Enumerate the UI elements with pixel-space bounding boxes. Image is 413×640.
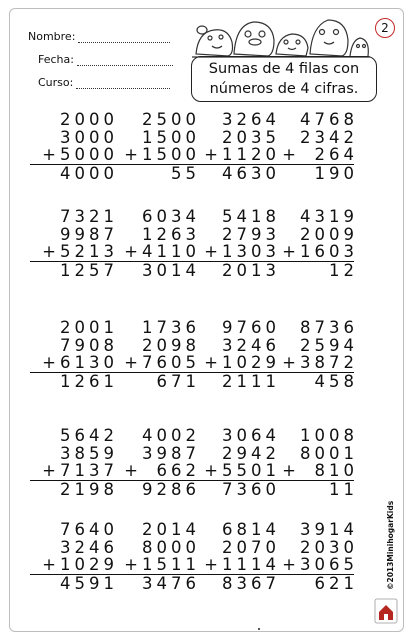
addend: 2793 <box>222 224 280 244</box>
addend-row <box>268 110 358 129</box>
result-row <box>190 573 280 593</box>
addend-row <box>110 443 200 463</box>
addend-row-with-plus <box>268 555 358 574</box>
title-line-2: números de 4 cifras. <box>209 81 359 97</box>
plus-sign: + <box>204 242 218 261</box>
addend: 2342 <box>300 127 358 147</box>
plus-sign: + <box>282 353 296 372</box>
addend-row <box>28 110 118 129</box>
sum-problem <box>110 110 200 183</box>
addend-row <box>190 207 280 226</box>
result-row <box>28 573 118 593</box>
addend-row <box>190 520 280 539</box>
addend: 2014 <box>142 520 200 539</box>
plus-sign: + <box>42 242 56 261</box>
addend: 3872 <box>300 353 358 372</box>
addend-row <box>190 318 280 337</box>
decorative-dot <box>258 628 260 630</box>
result-value: 4000 <box>60 163 118 183</box>
addend-row-with-plus <box>268 461 358 480</box>
addend: 9987 <box>60 224 118 244</box>
addend: 4110 <box>142 242 200 261</box>
sum-problem <box>110 318 200 391</box>
addend: 1029 <box>60 555 118 574</box>
addend: 2942 <box>222 443 280 463</box>
result-value: 621 <box>314 573 358 593</box>
result-value: 3014 <box>142 260 200 280</box>
addend-row <box>28 207 118 226</box>
title-line-1: Sumas de 4 filas con <box>208 61 360 77</box>
addend-row <box>110 537 200 557</box>
result-value: 11 <box>329 479 358 499</box>
result-value: 1261 <box>60 371 118 391</box>
addend: 5000 <box>60 145 118 164</box>
result-row <box>190 479 280 499</box>
addend: 3246 <box>60 537 118 557</box>
sum-problem <box>190 426 280 499</box>
course-line[interactable] <box>76 78 170 89</box>
sum-problem <box>28 520 118 593</box>
addend-row-with-plus <box>28 461 118 480</box>
sum-problem <box>190 520 280 593</box>
addend-row <box>268 318 358 337</box>
addend-row-with-plus <box>190 242 280 261</box>
addend: 1736 <box>142 318 200 337</box>
plus-sign: + <box>204 353 218 372</box>
addend-row-with-plus <box>190 145 280 164</box>
plus-sign: + <box>282 242 296 261</box>
addend: 8001 <box>300 443 358 463</box>
addend: 1263 <box>142 224 200 244</box>
addend: 3064 <box>222 426 280 445</box>
addend-row <box>190 335 280 355</box>
addend-row <box>190 110 280 129</box>
addend-row-with-plus <box>110 353 200 372</box>
result-value: 458 <box>314 371 358 391</box>
sum-problem <box>190 207 280 280</box>
result-value: 12 <box>329 260 358 280</box>
addend-row <box>28 224 118 244</box>
addend: 3914 <box>300 520 358 539</box>
addend: 6034 <box>142 207 200 226</box>
addend: 1500 <box>142 127 200 147</box>
addend-row <box>110 335 200 355</box>
addend: 4319 <box>300 207 358 226</box>
addend: 1303 <box>222 242 280 261</box>
addend: 264 <box>314 145 358 164</box>
plus-sign: + <box>124 145 138 164</box>
addend: 4768 <box>300 110 358 129</box>
result-row <box>268 371 358 391</box>
animals-illustration <box>188 10 372 60</box>
result-value: 4630 <box>222 163 280 183</box>
addend-row <box>28 335 118 355</box>
plus-sign: + <box>42 555 56 574</box>
addend: 3987 <box>142 443 200 463</box>
addend-row-with-plus <box>190 461 280 480</box>
sum-problem <box>110 426 200 499</box>
addend: 7321 <box>60 207 118 226</box>
result-value: 2013 <box>222 260 280 280</box>
addend-row-with-plus <box>190 353 280 372</box>
course-field[interactable] <box>38 76 170 89</box>
minihogar-logo <box>374 598 398 624</box>
title-box <box>191 56 377 102</box>
addend: 3246 <box>222 335 280 355</box>
plus-sign: + <box>42 145 56 164</box>
date-field[interactable] <box>38 53 173 66</box>
addend-row-with-plus <box>190 555 280 574</box>
sum-problem <box>268 318 358 391</box>
copyright-text: ©2013MinihogarKids <box>386 500 395 590</box>
result-row <box>110 371 200 391</box>
addend-row-with-plus <box>110 555 200 574</box>
addend: 9760 <box>222 318 280 337</box>
addend: 2594 <box>300 335 358 355</box>
addend: 1008 <box>300 426 358 445</box>
plus-sign: + <box>204 461 218 480</box>
addend-row <box>268 207 358 226</box>
addend-row-with-plus <box>268 353 358 372</box>
addend-row <box>110 520 200 539</box>
addend: 6130 <box>60 353 118 372</box>
addend-row <box>28 318 118 337</box>
plus-sign: + <box>124 353 138 372</box>
addend: 1500 <box>142 145 200 164</box>
addend-row <box>268 335 358 355</box>
addend: 3000 <box>60 127 118 147</box>
addend-row <box>190 224 280 244</box>
addend: 7908 <box>60 335 118 355</box>
sum-problem <box>110 520 200 593</box>
addend-row <box>110 318 200 337</box>
result-row <box>110 573 200 593</box>
result-row <box>190 260 280 280</box>
addend-row <box>110 224 200 244</box>
addend: 1120 <box>222 145 280 164</box>
addend-row <box>190 537 280 557</box>
addend: 2070 <box>222 537 280 557</box>
course-label: Curso: <box>38 76 74 89</box>
result-value: 1257 <box>60 260 118 280</box>
plus-sign: + <box>204 145 218 164</box>
addend-row <box>190 127 280 147</box>
addend-row-with-plus <box>110 242 200 261</box>
addend: 3264 <box>222 110 280 129</box>
addend: 1114 <box>222 555 280 574</box>
result-row <box>190 371 280 391</box>
result-value: 9286 <box>142 479 200 499</box>
name-line[interactable] <box>78 32 170 43</box>
addend: 662 <box>156 461 200 480</box>
addend-row-with-plus <box>110 145 200 164</box>
addend-row <box>268 443 358 463</box>
sum-problem <box>28 318 118 391</box>
addend-row <box>28 127 118 147</box>
result-row <box>28 371 118 391</box>
name-field[interactable] <box>28 30 170 43</box>
addend-row <box>110 426 200 445</box>
result-row <box>190 163 280 183</box>
page-number-badge: 2 <box>375 18 395 38</box>
result-row <box>110 260 200 280</box>
result-value: 8367 <box>222 573 280 593</box>
result-row <box>110 479 200 499</box>
addend-row <box>28 520 118 539</box>
result-value: 4591 <box>60 573 118 593</box>
addend-row <box>28 443 118 463</box>
plus-sign: + <box>282 555 296 574</box>
sum-problem <box>190 110 280 183</box>
addend-row <box>110 110 200 129</box>
plus-sign: + <box>124 555 138 574</box>
result-row <box>268 260 358 280</box>
addend: 2035 <box>222 127 280 147</box>
result-row <box>268 479 358 499</box>
result-row <box>28 163 118 183</box>
result-value: 55 <box>171 163 200 183</box>
date-line[interactable] <box>77 55 173 66</box>
addend: 8736 <box>300 318 358 337</box>
addend-row-with-plus <box>28 242 118 261</box>
addend: 5418 <box>222 207 280 226</box>
date-label: Fecha: <box>38 53 74 66</box>
name-label: Nombre: <box>28 30 76 43</box>
plus-sign: + <box>42 461 56 480</box>
addend-row-with-plus <box>110 461 200 480</box>
addend-row <box>268 537 358 557</box>
addend-row <box>110 207 200 226</box>
sum-problem <box>268 207 358 280</box>
addend-row <box>268 520 358 539</box>
result-value: 2198 <box>60 479 118 499</box>
addend-row-with-plus <box>28 145 118 164</box>
addend: 2500 <box>142 110 200 129</box>
addend: 5213 <box>60 242 118 261</box>
addend: 5501 <box>222 461 280 480</box>
addend: 1603 <box>300 242 358 261</box>
addend: 2001 <box>60 318 118 337</box>
addend-row <box>268 224 358 244</box>
result-value: 3476 <box>142 573 200 593</box>
sum-problem <box>28 207 118 280</box>
plus-sign: + <box>124 461 138 480</box>
addend: 1029 <box>222 353 280 372</box>
sum-problem <box>110 207 200 280</box>
addend-row-with-plus <box>268 242 358 261</box>
addend: 3065 <box>300 555 358 574</box>
result-value: 2111 <box>222 371 280 391</box>
addend: 2000 <box>60 110 118 129</box>
plus-sign: + <box>204 555 218 574</box>
addend: 6814 <box>222 520 280 539</box>
addend-row <box>190 443 280 463</box>
sum-problem <box>268 426 358 499</box>
addend: 4002 <box>142 426 200 445</box>
addend-row <box>28 537 118 557</box>
plus-sign: + <box>124 242 138 261</box>
result-value: 190 <box>314 163 358 183</box>
addend: 3859 <box>60 443 118 463</box>
addend: 810 <box>314 461 358 480</box>
addend-row-with-plus <box>28 353 118 372</box>
addend: 2030 <box>300 537 358 557</box>
addend: 5642 <box>60 426 118 445</box>
result-row <box>268 163 358 183</box>
result-row <box>28 260 118 280</box>
result-value: 671 <box>156 371 200 391</box>
plus-sign: + <box>282 461 296 480</box>
result-row <box>28 479 118 499</box>
addend: 8000 <box>142 537 200 557</box>
addend: 1511 <box>142 555 200 574</box>
addend-row <box>110 127 200 147</box>
result-row <box>268 573 358 593</box>
result-row <box>110 163 200 183</box>
sum-problem <box>268 520 358 593</box>
plus-sign: + <box>282 145 296 164</box>
sum-problem <box>28 426 118 499</box>
addend: 2009 <box>300 224 358 244</box>
addend-row <box>190 426 280 445</box>
sum-problem <box>28 110 118 183</box>
addend-row <box>28 426 118 445</box>
sum-problem <box>268 110 358 183</box>
addend: 7640 <box>60 520 118 539</box>
addend-row <box>268 426 358 445</box>
addend: 2098 <box>142 335 200 355</box>
addend-row <box>268 127 358 147</box>
addend: 7605 <box>142 353 200 372</box>
plus-sign: + <box>42 353 56 372</box>
sum-problem <box>190 318 280 391</box>
addend: 7137 <box>60 461 118 480</box>
addend-row-with-plus <box>28 555 118 574</box>
addend-row-with-plus <box>268 145 358 164</box>
result-value: 7360 <box>222 479 280 499</box>
